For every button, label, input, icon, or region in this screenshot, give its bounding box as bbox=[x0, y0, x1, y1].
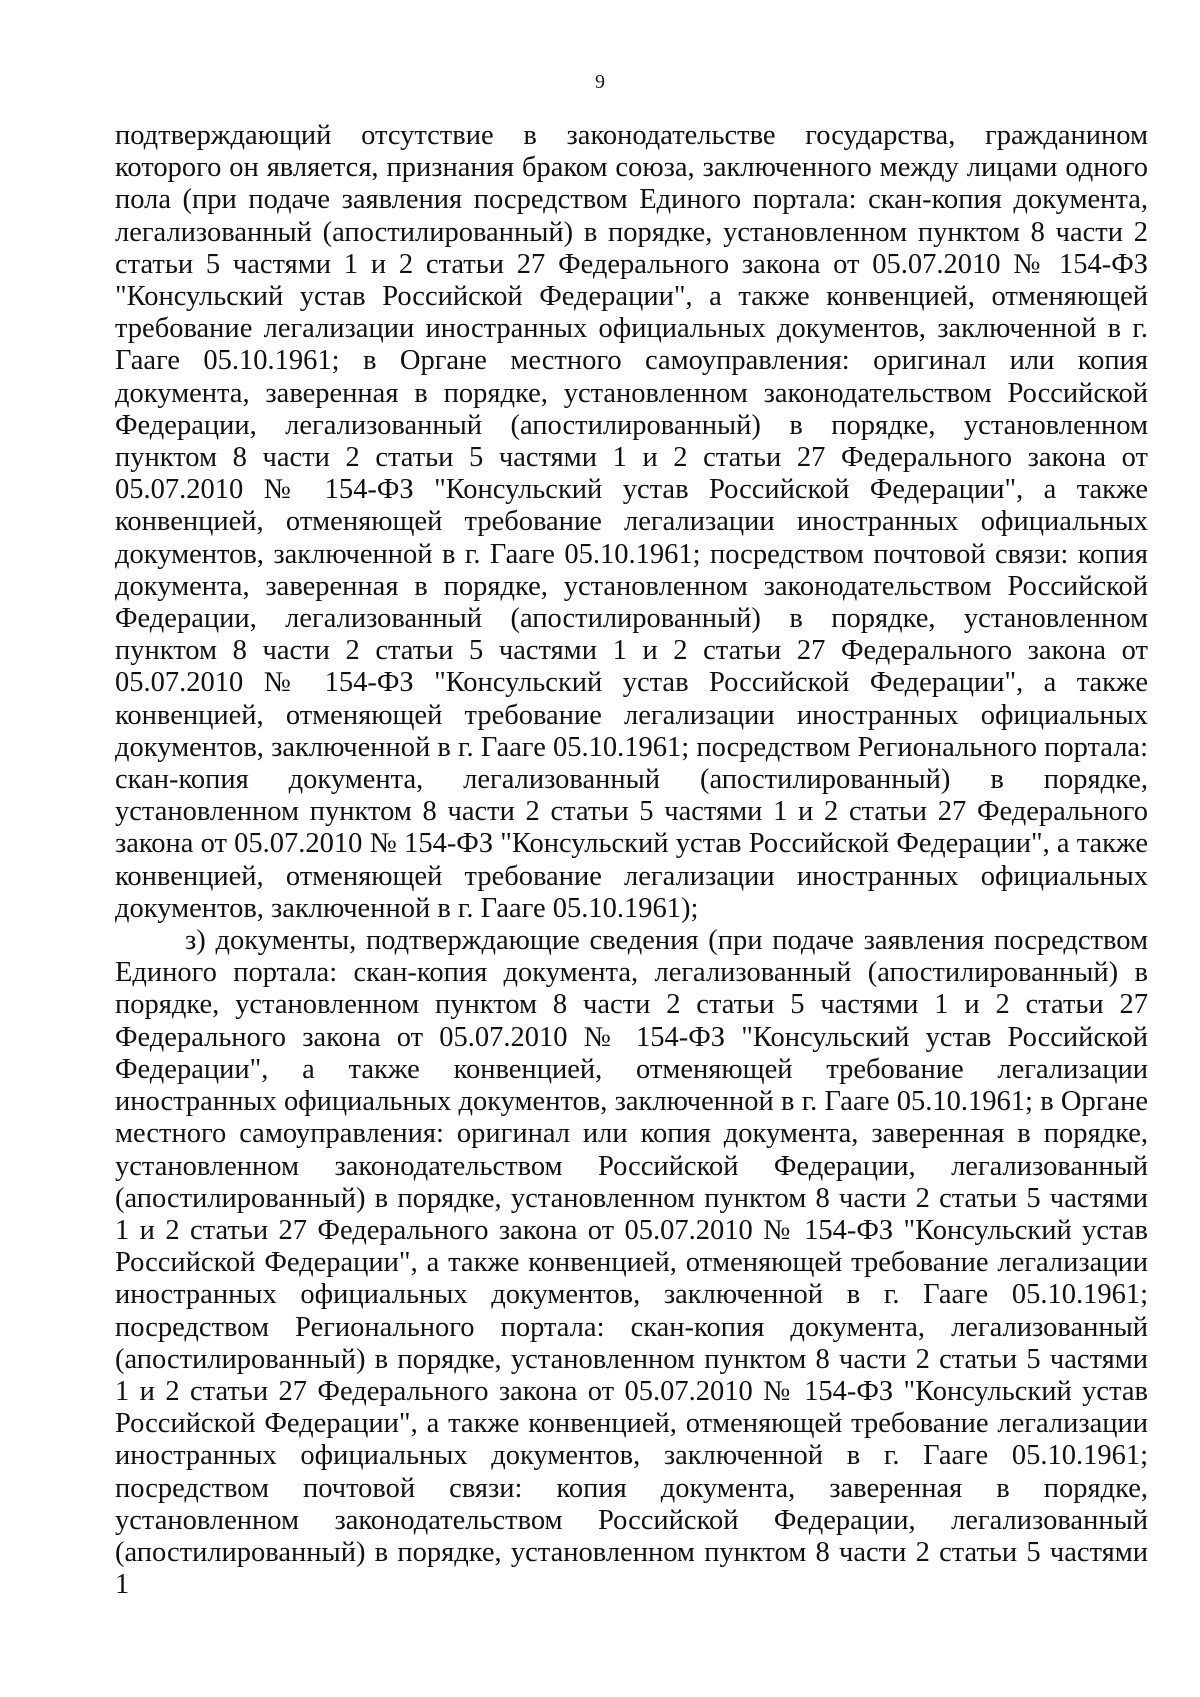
paragraph-item-z: з) документы, подтверждающие сведения (при подаче заявления посредством Единого портала: скан-копия документа, легализованный (апостилированный) в порядке, установленном пунктом 8 части 2 статьи 5 частями 1 и 2 статьи 27 Федерального закона от 05.07.2010 № 154-ФЗ "Консульский устав Российской Федерации", а также конвенцией, отменяющей требование легализации иностранных официальных документов, заключенной в г. Гааге 05.10.1961; в Органе местного самоуправления: оригинал или копия документа, заверенная в порядке, установленном законодательством Российской Федерации, легализованный (апостилированный) в порядке, установленном пунктом 8 части 2 статьи 5 частями 1 и 2 статьи 27 Федерального закона от 05.07.2010 № 154-ФЗ "Консульский устав Российской Федерации", а также конвенцией, отменяющей требование легализации иностранных официальных документов, заключенной в г. Гааге 05.10.1961; посредством Регионального портала: скан-копия документа, легализованный (апостилированный) в порядке, установленном пунктом 8 части 2 статьи 5 частями 1 и 2 статьи 27 Федерального закона от 05.07.2010 № 154-ФЗ "Консульский устав Российской Федерации", а также конвенцией, отменяющей требование легализации иностранных официальных документов, заключенной в г. Гааге 05.10.1961; посредством почтовой связи: копия документа, заверенная в порядке, установленном законодательством Российской Федерации, легализованный (апостилированный) в порядке, установленном пунктом 8 части 2 статьи 5 частями 1 bbox=[115, 925, 1148, 1601]
page-number: 9 bbox=[595, 71, 605, 93]
paragraph-continuation: подтверждающий отсутствие в законодательстве государства, гражданином которого он является, признания браком союза, заключенного между лицами одного пола (при подаче заявления посредством Единого портала: скан-копия документа, легализованный (апостилированный) в порядке, установленном пунктом 8 части 2 статьи 5 частями 1 и 2 статьи 27 Федерального закона от 05.07.2010 № 154-ФЗ "Консульский устав Российской Федерации", а также конвенцией, отменяющей требование легализации иностранных официальных документов, заключенной в г. Гааге 05.10.1961; в Органе местного самоуправления: оригинал или копия документа, заверенная в порядке, установленном законодательством Российской Федерации, легализованный (апостилированный) в порядке, установленном пунктом 8 части 2 статьи 5 частями 1 и 2 статьи 27 Федерального закона от 05.07.2010 № 154-ФЗ "Консульский устав Российской Федерации", а также конвенцией, отменяющей требование легализации иностранных официальных документов, заключенной в г. Гааге 05.10.1961; посредством почтовой связи: копия документа, заверенная в порядке, установленном законодательством Российской Федерации, легализованный (апостилированный) в порядке, установленном пунктом 8 части 2 статьи 5 частями 1 и 2 статьи 27 Федерального закона от 05.07.2010 № 154-ФЗ "Консульский устав Российской Федерации", а также конвенцией, отменяющей требование легализации иностранных официальных документов, заключенной в г. Гааге 05.10.1961; посредством Регионального портала: скан-копия документа, легализованный (апостилированный) в порядке, установленном пунктом 8 части 2 статьи 5 частями 1 и 2 статьи 27 Федерального закона от 05.07.2010 № 154-ФЗ "Консульский устав Российской Федерации", а также конвенцией, отменяющей требование легализации иностранных официальных документов, заключенной в г. Гааге 05.10.1961); bbox=[115, 120, 1148, 924]
document-body bbox=[115, 120, 1148, 1601]
